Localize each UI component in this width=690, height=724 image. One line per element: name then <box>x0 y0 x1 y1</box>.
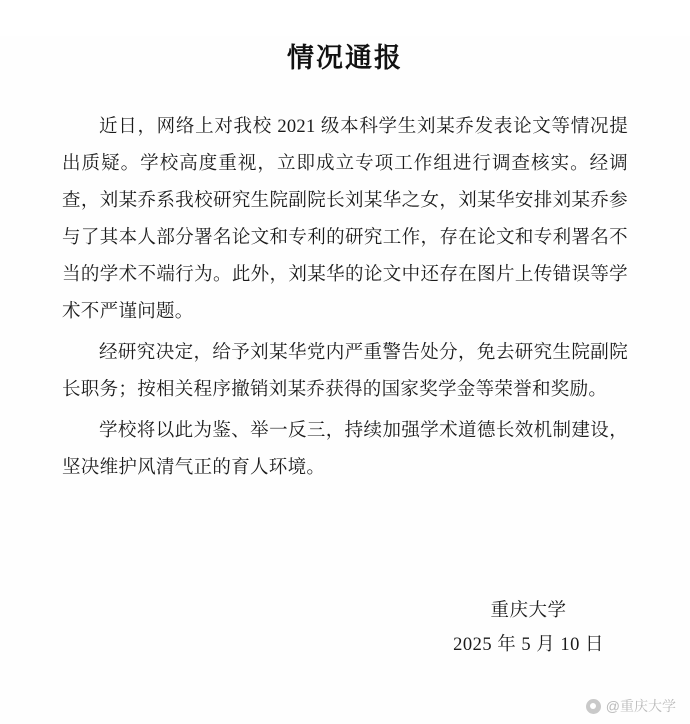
document-page <box>0 36 690 724</box>
weibo-eye-icon <box>586 699 601 714</box>
document-body <box>62 109 628 487</box>
signature-organization: 重庆大学 <box>490 601 567 621</box>
page-title: 情况通报 <box>287 43 403 73</box>
signature-block <box>453 594 604 662</box>
paragraph-1: 近日，网络上对我校 2021 级本科学生刘某乔发表论文等情况提出质疑。学校高度重视，立即成立专项工作组进行调查核实。经调查，刘某乔系我校研究生院副院长刘某华之女，刘某华安排刘某乔参与了其本人部分署名论文和专利的研究工作，存在论文和专利署名不当的学术不端行为。此外，刘某华的论文中还存在图片上传错误等学术不严谨问题。 <box>62 117 628 322</box>
paragraph-3: 学校将以此为鉴、举一反三，持续加强学术道德长效机制建设，坚决维护风清气正的育人环境。 <box>62 421 628 478</box>
signature-date: 2025 年 5 月 10 日 <box>453 635 604 655</box>
watermark-label: @重庆大学 <box>605 698 676 714</box>
watermark <box>586 696 676 716</box>
paragraph-2: 经研究决定，给予刘某华党内严重警告处分，免去研究生院副院长职务；按相关程序撤销刘某乔获得的国家奖学金等荣誉和奖励。 <box>62 343 628 400</box>
